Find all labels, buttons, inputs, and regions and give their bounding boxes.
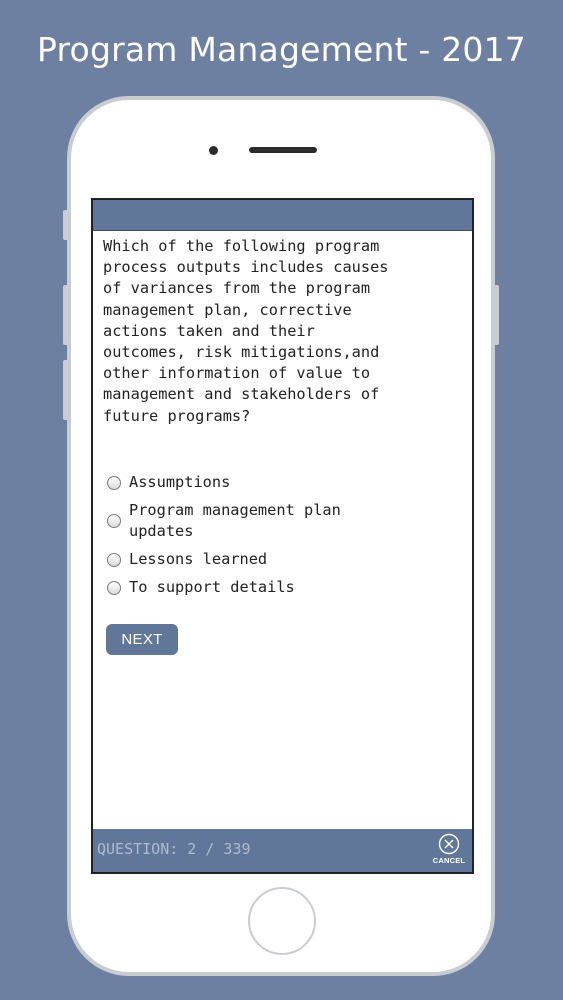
radio-button-icon[interactable] xyxy=(107,514,121,528)
answer-option-label: Lessons learned xyxy=(129,550,268,568)
cancel-button[interactable] xyxy=(430,833,468,869)
answer-option-label: Program management plan updates xyxy=(129,501,341,540)
next-button[interactable]: NEXT xyxy=(106,624,178,655)
radio-button-icon[interactable] xyxy=(107,553,121,567)
phone-camera xyxy=(209,146,218,155)
phone-speaker xyxy=(249,147,317,153)
answer-option[interactable] xyxy=(107,500,447,542)
cancel-label: CANCEL xyxy=(432,856,466,865)
answer-option-label: Assumptions xyxy=(129,473,231,491)
bottom-bar xyxy=(93,829,472,872)
answer-option-label: To support details xyxy=(129,578,295,596)
question-counter: QUESTION: 2 / 339 xyxy=(97,840,251,858)
answer-option[interactable] xyxy=(107,472,447,493)
cancel-x-circle-icon[interactable] xyxy=(438,833,460,855)
answer-option[interactable] xyxy=(107,577,447,598)
question-text: Which of the following program process outputs includes causes of variances from the program management plan, corrective actions taken and their outcomes, risk mitigations,and other information of value to management and stakeholders of future programs? xyxy=(103,237,389,425)
top-bar xyxy=(93,200,472,231)
phone-home-button xyxy=(248,887,316,955)
radio-button-icon[interactable] xyxy=(107,581,121,595)
radio-button-icon[interactable] xyxy=(107,476,121,490)
answer-options xyxy=(107,472,447,605)
app-screen xyxy=(91,198,474,874)
answer-option[interactable] xyxy=(107,549,447,570)
promo-title: Program Management - 2017 xyxy=(37,30,526,69)
